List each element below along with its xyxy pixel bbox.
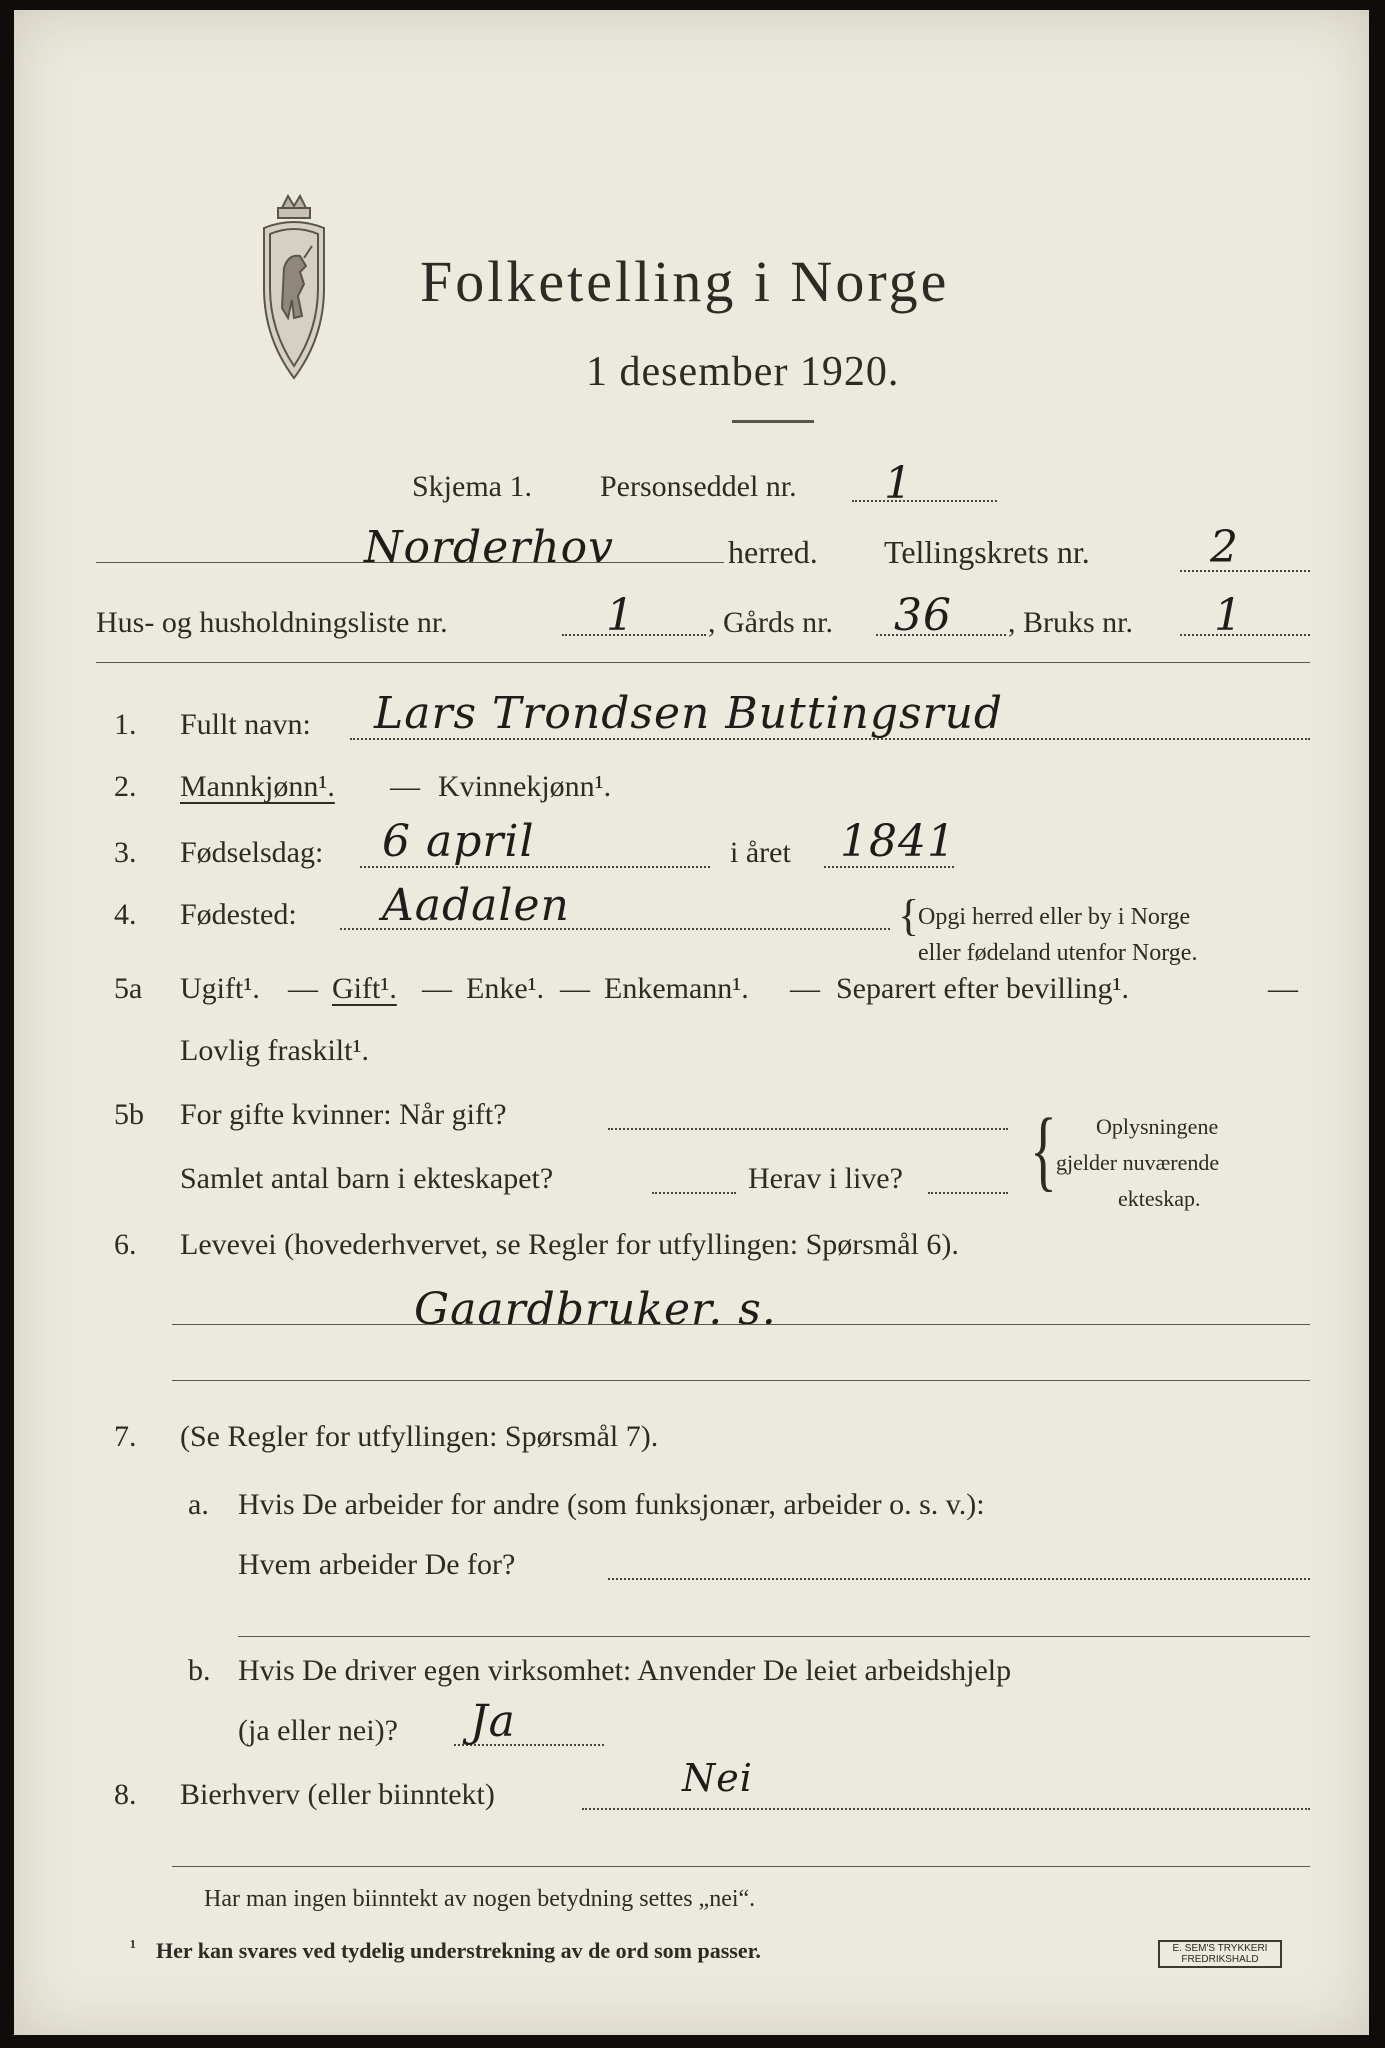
q3-label: Fødselsdag:: [180, 836, 324, 869]
enkemann-option[interactable]: Enkemann¹.: [604, 972, 749, 1005]
herred-label: herred.: [728, 534, 818, 570]
q7b-label-2: (ja eller nei)?: [238, 1714, 398, 1747]
q1-label: Fullt navn:: [180, 708, 311, 741]
q2-separator: —: [390, 770, 420, 803]
q5a-dash-5: —: [1268, 972, 1298, 1005]
side-income-value[interactable]: Nei: [682, 1756, 753, 1800]
q5a-dash-1: —: [288, 972, 318, 1005]
enke-option[interactable]: Enke¹.: [466, 972, 545, 1005]
footnote-text: Her kan svares ved tydelig understrekning av de ord som passer.: [156, 1938, 761, 1963]
q7b-letter: b.: [188, 1654, 211, 1687]
q5b-note-line1: Oplysningene: [1096, 1114, 1219, 1139]
separert-option[interactable]: Separert efter bevilling¹.: [836, 972, 1130, 1005]
q7b-label-1: Hvis De driver egen virksomhet: Anvender De leiet arbeidshjelp: [238, 1654, 1012, 1687]
q4-note-line1: Opgi herred eller by i Norge: [918, 904, 1191, 930]
personseddel-value[interactable]: 1: [884, 458, 913, 509]
children-line[interactable]: [652, 1192, 736, 1194]
side-income-line: [582, 1808, 1310, 1810]
schema-label: Skjema 1.: [412, 470, 532, 503]
hired-help-value[interactable]: Ja: [470, 1696, 516, 1747]
alive-line[interactable]: [928, 1192, 1008, 1194]
full-name-value[interactable]: Lars Trondsen Buttingsrud: [374, 688, 1004, 739]
q5a-dash-3: —: [560, 972, 590, 1005]
title-divider: [732, 420, 814, 423]
q4-brace: {: [898, 891, 920, 940]
husliste-label: Hus- og husholdningsliste nr.: [96, 606, 448, 639]
q4-note-line2: eller fødeland utenfor Norge.: [918, 940, 1198, 966]
q5a-number: 5a: [114, 972, 143, 1005]
ugift-option[interactable]: Ugift¹.: [180, 972, 260, 1005]
bruks-value[interactable]: 1: [1214, 590, 1243, 641]
gift-option[interactable]: Gift¹.: [332, 972, 397, 1005]
gards-label: , Gårds nr.: [708, 606, 833, 639]
q2-number: 2.: [114, 770, 137, 803]
personseddel-line: [852, 500, 997, 502]
when-married-line[interactable]: [608, 1128, 1008, 1130]
female-option[interactable]: Kvinnekjønn¹.: [438, 770, 612, 803]
bruks-line: [1180, 634, 1310, 636]
bruks-label: , Bruks nr.: [1008, 606, 1134, 639]
q6-number: 6.: [114, 1228, 137, 1261]
birth-year-value[interactable]: 1841: [840, 816, 956, 867]
stamp-line-2: FREDRIKSHALD: [1181, 1954, 1259, 1965]
census-form: [14, 10, 1369, 2035]
q7a-label-1: Hvis De arbeider for andre (som funksjonær, arbeider o. s. v.):: [238, 1488, 985, 1521]
q7-label: (Se Regler for utfyllingen: Spørsmål 7).: [180, 1420, 659, 1453]
q8-number: 8.: [114, 1778, 137, 1811]
occupation-line-1: [172, 1324, 1310, 1325]
norwegian-coat-of-arms-icon: [254, 188, 334, 398]
male-option[interactable]: Mannkjønn¹.: [180, 770, 335, 803]
printer-stamp: [1158, 1940, 1282, 1968]
q8-label: Bierhverv (eller biinntekt): [180, 1778, 495, 1811]
q5a-dash-4: —: [790, 972, 820, 1005]
herred-value[interactable]: Norderhov: [364, 522, 614, 573]
personseddel-label: Personseddel nr.: [600, 470, 797, 503]
alive-label: Herav i live?: [748, 1162, 903, 1195]
q4-label: Fødested:: [180, 898, 297, 931]
employer-line[interactable]: [608, 1578, 1310, 1580]
tellingskrets-line: [1180, 570, 1310, 572]
tellingskrets-label: Tellingskrets nr.: [884, 534, 1090, 570]
year-label: i året: [730, 836, 791, 869]
q5a-dash-2: —: [422, 972, 452, 1005]
q6-label: Levevei (hovederhvervet, se Regler for utfyllingen: Spørsmål 6).: [180, 1228, 959, 1261]
birthday-value[interactable]: 6 april: [382, 816, 535, 867]
fraskilt-option[interactable]: Lovlig fraskilt¹.: [180, 1034, 369, 1067]
children-label: Samlet antal barn i ekteskapet?: [180, 1162, 554, 1195]
when-married-label: For gifte kvinner: Når gift?: [180, 1098, 507, 1131]
q7a-letter: a.: [188, 1488, 209, 1521]
form-title: Folketelling i Norge: [420, 249, 950, 314]
census-date: 1 desember 1920.: [586, 349, 900, 395]
footnote-mark: ¹: [130, 1936, 136, 1958]
q5b-number: 5b: [114, 1098, 144, 1131]
q4-number: 4.: [114, 898, 137, 931]
gards-value[interactable]: 36: [894, 590, 952, 641]
footer-note: Har man ingen biinntekt av nogen betydning settes „nei“.: [204, 1886, 756, 1912]
stamp-line-1: E. SEM'S TRYKKERI: [1172, 1943, 1268, 1954]
occupation-line-2: [172, 1380, 1310, 1381]
occupation-value[interactable]: Gaardbruker. s.: [414, 1284, 777, 1335]
q5b-brace: {: [1030, 1101, 1057, 1201]
q7a-label-2: Hvem arbeider De for?: [238, 1548, 516, 1581]
section-divider: [96, 662, 1310, 663]
q3-number: 3.: [114, 836, 137, 869]
tellingskrets-value[interactable]: 2: [1210, 522, 1239, 573]
q5b-note-line3: ekteskap.: [1118, 1186, 1201, 1211]
q7-number: 7.: [114, 1420, 137, 1453]
q1-number: 1.: [114, 708, 137, 741]
employer-line-2: [238, 1636, 1310, 1637]
birthplace-value[interactable]: Aadalen: [382, 880, 570, 931]
q5b-note-line2: gjelder nuværende: [1056, 1150, 1220, 1175]
husliste-value[interactable]: 1: [606, 590, 635, 641]
side-income-line-2: [172, 1866, 1310, 1867]
